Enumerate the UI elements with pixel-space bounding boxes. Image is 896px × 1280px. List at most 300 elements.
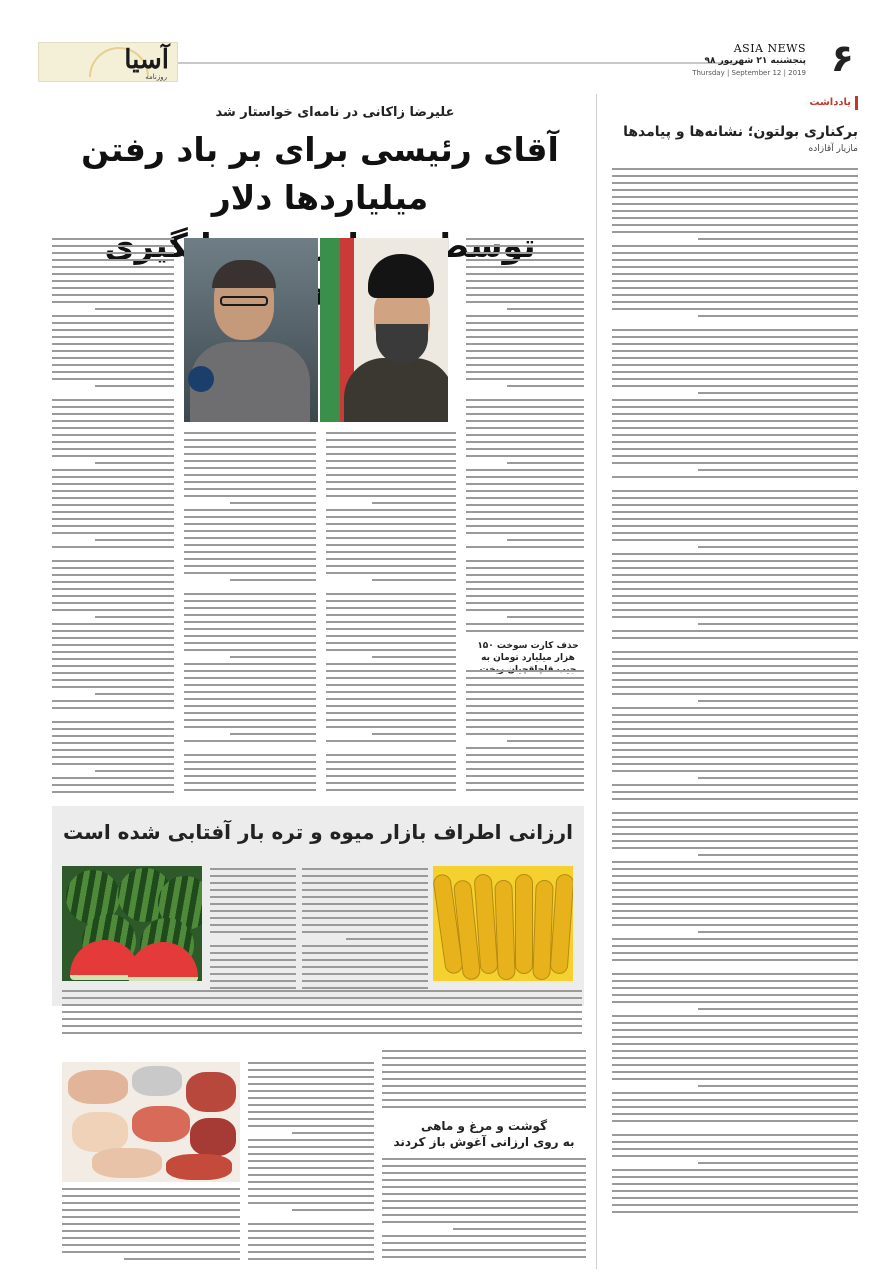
text-line <box>326 530 456 532</box>
text-line <box>230 502 316 504</box>
text-line <box>326 768 456 770</box>
text-line <box>612 630 858 632</box>
text-line <box>248 1237 374 1239</box>
text-line <box>248 1069 374 1071</box>
text-line <box>382 1207 586 1209</box>
text-line <box>248 1188 374 1190</box>
text-line <box>612 378 858 380</box>
text-line <box>612 1183 858 1185</box>
text-line <box>52 399 174 401</box>
text-line <box>612 980 858 982</box>
text-line <box>612 1113 858 1115</box>
text-line <box>382 1071 586 1073</box>
text-line <box>382 1200 586 1202</box>
text-line <box>302 917 428 919</box>
text-line <box>52 574 174 576</box>
text-line <box>612 231 858 233</box>
text-line <box>612 574 858 576</box>
text-line <box>612 588 858 590</box>
text-line <box>698 1162 858 1164</box>
text-line <box>184 663 316 665</box>
text-line <box>466 719 584 721</box>
text-line <box>52 686 174 688</box>
text-line <box>372 502 457 504</box>
text-line <box>612 308 858 310</box>
text-line <box>507 462 584 464</box>
text-line <box>184 782 316 784</box>
text-line <box>612 448 858 450</box>
text-line <box>52 406 174 408</box>
text-line <box>612 749 858 751</box>
text-line <box>184 509 316 511</box>
text-line <box>612 1071 858 1073</box>
meat-text-col-1 <box>382 1158 586 1268</box>
text-line <box>248 1202 374 1204</box>
text-line <box>302 924 428 926</box>
text-line <box>210 910 296 912</box>
text-line <box>62 1209 240 1211</box>
text-line <box>612 1057 858 1059</box>
text-line <box>326 453 456 455</box>
text-line <box>466 441 584 443</box>
logo[interactable] <box>38 42 178 82</box>
text-line <box>612 966 858 968</box>
text-line <box>466 266 584 268</box>
logo-subtitle: روزنامه <box>145 73 167 81</box>
text-line <box>326 572 456 574</box>
text-line <box>248 1223 374 1225</box>
text-line <box>184 614 316 616</box>
text-line <box>612 399 858 401</box>
text-line <box>52 714 174 716</box>
text-line <box>52 427 174 429</box>
text-line <box>466 698 584 700</box>
text-line <box>466 726 584 728</box>
text-line <box>326 544 456 546</box>
text-line <box>52 560 174 562</box>
text-line <box>382 1172 586 1174</box>
text-line <box>302 952 428 954</box>
text-line <box>612 406 858 408</box>
text-line <box>326 761 456 763</box>
text-line <box>184 453 316 455</box>
food-item-shape <box>68 1070 128 1104</box>
text-line <box>612 371 858 373</box>
text-line <box>62 1251 240 1253</box>
text-line <box>612 868 858 870</box>
text-line <box>612 168 858 170</box>
text-line <box>612 287 858 289</box>
text-line <box>612 1169 858 1171</box>
text-line <box>52 266 174 268</box>
text-line <box>382 1106 586 1108</box>
text-line <box>52 721 174 723</box>
text-line <box>52 567 174 569</box>
text-line <box>382 1078 586 1080</box>
text-line <box>95 693 174 695</box>
text-line <box>466 497 584 499</box>
text-line <box>466 504 584 506</box>
text-line <box>466 581 584 583</box>
article-text-col-1 <box>466 238 584 636</box>
text-line <box>184 481 316 483</box>
text-line <box>466 775 584 777</box>
article-text-col-3 <box>184 432 316 796</box>
text-line <box>466 434 584 436</box>
text-line <box>612 224 858 226</box>
text-line <box>210 924 296 926</box>
text-line <box>612 819 858 821</box>
text-line <box>612 567 858 569</box>
text-line <box>612 910 858 912</box>
text-line <box>612 1211 858 1213</box>
text-line <box>326 432 456 434</box>
text-line <box>382 1235 586 1237</box>
text-line <box>466 532 584 534</box>
microphone-icon <box>188 366 214 392</box>
text-line <box>184 670 316 672</box>
text-line <box>612 266 858 268</box>
text-line <box>612 175 858 177</box>
text-line <box>52 637 174 639</box>
text-line <box>326 551 456 553</box>
text-line <box>466 455 584 457</box>
text-line <box>466 490 584 492</box>
text-line <box>52 658 174 660</box>
text-line <box>466 670 584 672</box>
text-line <box>612 245 858 247</box>
text-line <box>612 294 858 296</box>
text-line <box>698 931 858 933</box>
text-line <box>612 812 858 814</box>
text-line <box>52 679 174 681</box>
text-line <box>248 1251 374 1253</box>
text-line <box>292 1209 374 1211</box>
text-line <box>210 952 296 954</box>
text-line <box>326 607 456 609</box>
text-line <box>95 539 174 541</box>
text-line <box>52 728 174 730</box>
fruit-text-bottom <box>62 990 582 1040</box>
text-line <box>612 1029 858 1031</box>
meat-text-col-top <box>382 1050 586 1112</box>
text-line <box>184 460 316 462</box>
food-item-shape <box>72 1112 128 1152</box>
text-line <box>612 917 858 919</box>
text-line <box>326 516 456 518</box>
text-line <box>52 357 174 359</box>
text-line <box>382 1064 586 1066</box>
text-line <box>466 733 584 735</box>
banana-photo <box>433 866 573 981</box>
opinion-title[interactable]: برکناری بولتون؛ نشانه‌ها و پیامدها <box>623 124 858 140</box>
text-line <box>612 959 858 961</box>
text-line <box>466 238 584 240</box>
text-line <box>52 329 174 331</box>
food-item-shape <box>132 1066 182 1096</box>
text-line <box>466 364 584 366</box>
text-line <box>466 574 584 576</box>
text-line <box>612 1190 858 1192</box>
text-line <box>612 1120 858 1122</box>
banana-shape <box>494 880 515 981</box>
meat-title-line-2: به روی ارزانی آغوش باز کردند <box>393 1135 575 1150</box>
text-line <box>507 385 584 387</box>
text-line <box>466 476 584 478</box>
text-line <box>326 481 456 483</box>
food-item-shape <box>166 1154 232 1180</box>
text-line <box>326 677 456 679</box>
text-line <box>466 684 584 686</box>
text-line <box>52 336 174 338</box>
text-line <box>466 406 584 408</box>
text-line <box>612 441 858 443</box>
text-line <box>302 903 428 905</box>
text-line <box>184 544 316 546</box>
text-line <box>210 966 296 968</box>
text-line <box>382 1242 586 1244</box>
text-line <box>52 413 174 415</box>
text-line <box>466 413 584 415</box>
text-line <box>382 1256 586 1258</box>
text-line <box>62 1244 240 1246</box>
text-line <box>248 1258 374 1260</box>
text-line <box>248 1195 374 1197</box>
text-line <box>326 782 456 784</box>
text-line <box>612 1204 858 1206</box>
text-line <box>466 518 584 520</box>
text-line <box>184 516 316 518</box>
meat-text-col-3 <box>62 1188 240 1268</box>
text-line <box>248 1244 374 1246</box>
text-line <box>52 364 174 366</box>
fruit-text-col-2 <box>210 868 296 996</box>
text-line <box>52 392 174 394</box>
text-line <box>698 238 858 240</box>
text-line <box>302 987 428 989</box>
text-line <box>326 705 456 707</box>
text-line <box>612 420 858 422</box>
text-line <box>240 938 296 940</box>
text-line <box>302 868 428 870</box>
text-line <box>698 315 858 317</box>
text-line <box>466 301 584 303</box>
text-line <box>326 565 456 567</box>
text-line <box>124 1258 240 1260</box>
section-label[interactable]: یادداشت <box>612 96 858 110</box>
text-line <box>466 322 584 324</box>
text-line <box>184 446 316 448</box>
text-line <box>302 889 428 891</box>
text-line <box>466 602 584 604</box>
text-line <box>184 593 316 595</box>
text-line <box>62 1004 582 1006</box>
text-line <box>612 952 858 954</box>
text-line <box>52 378 174 380</box>
text-line <box>466 553 584 555</box>
text-line <box>52 546 174 548</box>
text-line <box>612 735 858 737</box>
text-line <box>612 518 858 520</box>
text-line <box>52 784 174 786</box>
text-line <box>52 322 174 324</box>
text-line <box>248 1097 374 1099</box>
text-line <box>466 747 584 749</box>
text-line <box>466 677 584 679</box>
text-line <box>326 509 456 511</box>
text-line <box>62 1025 582 1027</box>
text-line <box>62 1230 240 1232</box>
text-line <box>184 719 316 721</box>
text-line <box>52 434 174 436</box>
text-line <box>382 1221 586 1223</box>
text-line <box>466 560 584 562</box>
text-line <box>372 733 457 735</box>
text-line <box>184 551 316 553</box>
text-line <box>612 273 858 275</box>
text-line <box>52 525 174 527</box>
text-line <box>52 623 174 625</box>
text-line <box>466 705 584 707</box>
text-line <box>52 630 174 632</box>
page-number: ۶ <box>830 36 854 80</box>
text-line <box>62 1223 240 1225</box>
text-line <box>184 537 316 539</box>
text-line <box>52 259 174 261</box>
text-line <box>612 483 858 485</box>
text-line <box>326 775 456 777</box>
text-line <box>612 1134 858 1136</box>
text-line <box>52 665 174 667</box>
logo-text: آسیا <box>124 45 169 75</box>
text-line <box>52 350 174 352</box>
text-line <box>210 875 296 877</box>
text-line <box>184 789 316 791</box>
fruit-article-title[interactable]: ارزانی اطراف بازار میوه و تره بار آفتابی شده است <box>63 820 573 844</box>
text-line <box>302 910 428 912</box>
text-line <box>612 665 858 667</box>
text-line <box>326 467 456 469</box>
text-line <box>612 770 858 772</box>
text-line <box>52 581 174 583</box>
text-line <box>52 553 174 555</box>
text-line <box>466 343 584 345</box>
opinion-author: مازیار آقازاده <box>808 144 858 154</box>
text-line <box>326 586 456 588</box>
text-line <box>612 651 858 653</box>
text-line <box>184 586 316 588</box>
issue-date-en: Thursday | September 12 | 2019 <box>692 69 806 77</box>
text-line <box>62 997 582 999</box>
text-line <box>210 903 296 905</box>
text-line <box>612 497 858 499</box>
text-line <box>326 460 456 462</box>
text-line <box>52 595 174 597</box>
text-line <box>52 245 174 247</box>
text-line <box>210 973 296 975</box>
text-line <box>466 336 584 338</box>
text-line <box>698 854 858 856</box>
opinion-column <box>612 96 858 1266</box>
text-line <box>612 1092 858 1094</box>
text-line <box>466 273 584 275</box>
watermelon-photo <box>62 866 202 981</box>
text-line <box>326 495 456 497</box>
text-line <box>612 539 858 541</box>
text-line <box>302 882 428 884</box>
text-line <box>612 532 858 534</box>
text-line <box>382 1158 586 1160</box>
text-line <box>612 595 858 597</box>
text-line <box>612 203 858 205</box>
text-line <box>698 777 858 779</box>
text-line <box>612 329 858 331</box>
text-line <box>612 413 858 415</box>
meat-text-col-2 <box>248 1062 374 1268</box>
text-line <box>466 712 584 714</box>
text-line <box>326 719 456 721</box>
text-line <box>248 1146 374 1148</box>
text-line <box>184 635 316 637</box>
text-line <box>466 761 584 763</box>
text-line <box>184 705 316 707</box>
text-line <box>612 210 858 212</box>
text-line <box>184 467 316 469</box>
text-line <box>466 525 584 527</box>
text-line <box>326 698 456 700</box>
text-line <box>184 488 316 490</box>
text-line <box>230 733 316 735</box>
text-line <box>62 1202 240 1204</box>
text-line <box>210 987 296 989</box>
food-item-shape <box>190 1118 236 1156</box>
text-line <box>612 882 858 884</box>
text-line <box>698 1085 858 1087</box>
text-line <box>382 1186 586 1188</box>
text-line <box>612 784 858 786</box>
text-line <box>612 693 858 695</box>
text-line <box>612 805 858 807</box>
masthead <box>38 38 858 84</box>
text-line <box>248 1111 374 1113</box>
text-line <box>62 1195 240 1197</box>
text-line <box>326 537 456 539</box>
text-line <box>52 756 174 758</box>
text-line <box>612 364 858 366</box>
text-line <box>612 1127 858 1129</box>
text-line <box>302 980 428 982</box>
text-line <box>184 642 316 644</box>
text-line <box>62 1018 582 1020</box>
text-line <box>466 789 584 791</box>
text-line <box>612 756 858 758</box>
text-line <box>52 672 174 674</box>
text-line <box>466 630 584 632</box>
article-subheading: حذف کارت سوخت ۱۵۰ هزار میلیارد تومان به <box>477 641 579 664</box>
text-line <box>326 754 456 756</box>
text-line <box>248 1104 374 1106</box>
meat-article-title[interactable] <box>382 1118 586 1150</box>
text-line <box>466 259 584 261</box>
text-line <box>52 609 174 611</box>
text-line <box>302 875 428 877</box>
text-line <box>52 588 174 590</box>
text-line <box>326 446 456 448</box>
text-line <box>612 1050 858 1052</box>
text-line <box>326 691 456 693</box>
text-line <box>612 196 858 198</box>
text-line <box>248 1062 374 1064</box>
